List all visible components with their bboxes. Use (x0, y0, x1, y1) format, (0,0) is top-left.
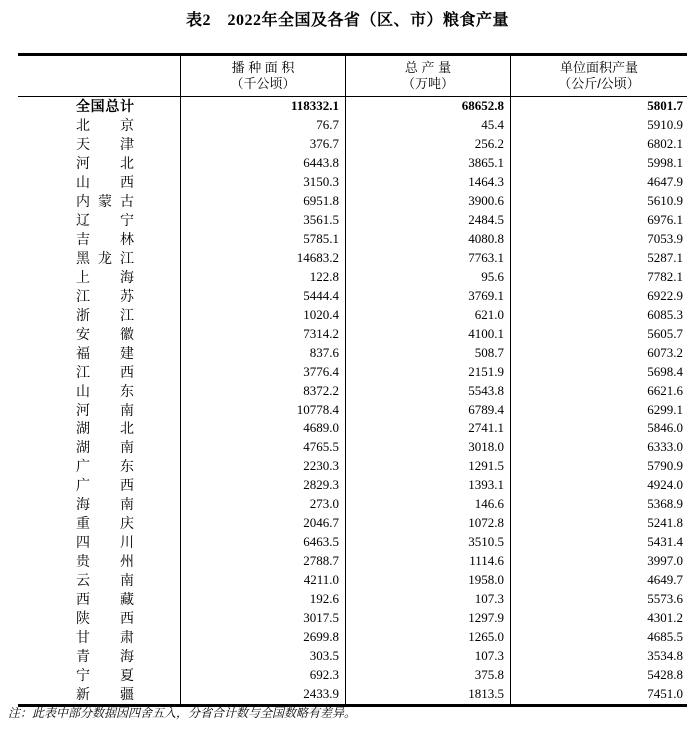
sown-area-value: 303.5 (180, 647, 345, 666)
sown-area-value: 14683.2 (180, 249, 345, 268)
table-row (18, 495, 687, 514)
total-output-column-header (345, 56, 510, 96)
total-output-value: 1464.3 (345, 173, 510, 192)
region-name-cell (18, 325, 180, 344)
total-output-value: 1393.1 (345, 476, 510, 495)
unit-yield-value: 5605.7 (510, 325, 687, 344)
region-name: 湖北 (76, 420, 134, 437)
total-output-value: 1072.8 (345, 514, 510, 533)
total-output-value: 375.8 (345, 666, 510, 685)
table-row (18, 268, 687, 287)
unit-yield-value: 5910.9 (510, 116, 687, 135)
region-name-cell (18, 419, 180, 438)
region-name: 湖南 (76, 439, 134, 456)
unit-yield-column-header (510, 56, 687, 96)
total-output-value: 256.2 (345, 135, 510, 154)
total-output-value: 4100.1 (345, 325, 510, 344)
total-output-value: 68652.8 (345, 97, 510, 116)
total-output-value: 95.6 (345, 268, 510, 287)
region-name-cell (18, 363, 180, 382)
table-row (18, 419, 687, 438)
region-name: 云南 (76, 572, 134, 589)
region-name: 河南 (76, 401, 134, 418)
unit-yield-value: 4301.2 (510, 609, 687, 628)
sown-area-value: 3017.5 (180, 609, 345, 628)
total-output-value: 107.3 (345, 647, 510, 666)
table-row (18, 685, 687, 704)
region-name-cell (18, 211, 180, 230)
region-name-cell (18, 192, 180, 211)
unit-yield-value: 7053.9 (510, 230, 687, 249)
table-row (18, 173, 687, 192)
region-name: 陕西 (76, 610, 134, 627)
sown-area-value: 3776.4 (180, 363, 345, 382)
total-output-value: 621.0 (345, 306, 510, 325)
region-name-cell (18, 609, 180, 628)
sown-area-value: 5444.4 (180, 287, 345, 306)
region-name: 江西 (76, 363, 134, 380)
table-row (18, 552, 687, 571)
total-output-value: 7763.1 (345, 249, 510, 268)
region-name: 天津 (76, 135, 134, 152)
table-row (18, 306, 687, 325)
region-name-cell (18, 457, 180, 476)
total-output-value: 3900.6 (345, 192, 510, 211)
total-output-value: 4080.8 (345, 230, 510, 249)
sown-area-column-header (180, 56, 345, 96)
table-row (18, 628, 687, 647)
unit-yield-header-unit: （公斤/公顷） (558, 76, 640, 91)
region-name-cell (18, 306, 180, 325)
total-output-value: 3510.5 (345, 533, 510, 552)
region-name: 新疆 (76, 686, 134, 703)
region-name: 浙江 (76, 306, 134, 323)
sown-area-value: 4211.0 (180, 571, 345, 590)
region-name: 辽宁 (76, 211, 134, 228)
region-name-cell (18, 97, 180, 116)
table-title: 表2 2022年全国及各省（区、市）粮食产量 (185, 12, 509, 29)
region-name: 北京 (76, 116, 134, 133)
sown-area-value: 5785.1 (180, 230, 345, 249)
unit-yield-value: 7782.1 (510, 268, 687, 287)
total-output-value: 508.7 (345, 344, 510, 363)
sown-area-value: 2699.8 (180, 628, 345, 647)
table-row (18, 438, 687, 457)
total-output-value: 45.4 (345, 116, 510, 135)
region-name: 福建 (76, 344, 134, 361)
region-name: 黑龙江 (76, 249, 134, 266)
unit-yield-value: 5790.9 (510, 457, 687, 476)
unit-yield-value: 5287.1 (510, 249, 687, 268)
sown-area-value: 6951.8 (180, 192, 345, 211)
sown-area-value: 7314.2 (180, 325, 345, 344)
table-row (18, 590, 687, 609)
region-name-cell (18, 401, 180, 420)
sown-area-value: 192.6 (180, 590, 345, 609)
table-row (18, 382, 687, 401)
region-name-cell (18, 135, 180, 154)
unit-yield-value: 5698.4 (510, 363, 687, 382)
region-name-cell (18, 154, 180, 173)
unit-yield-value: 6333.0 (510, 438, 687, 457)
sown-area-value: 1020.4 (180, 306, 345, 325)
sown-area-value: 3561.5 (180, 211, 345, 230)
region-name: 全国总计 (76, 98, 134, 114)
total-output-value: 6789.4 (345, 401, 510, 420)
footnote: 注：此表中部分数据因四舍五入，分省合计数与全国数略有差异。 (8, 706, 357, 720)
region-name-cell (18, 685, 180, 704)
table-row (18, 135, 687, 154)
table-row (18, 476, 687, 495)
unit-yield-value: 5998.1 (510, 154, 687, 173)
total-output-value: 107.3 (345, 590, 510, 609)
region-name-cell (18, 552, 180, 571)
region-name-cell (18, 287, 180, 306)
region-name-cell (18, 249, 180, 268)
total-output-value: 1114.6 (345, 552, 510, 571)
region-name: 山西 (76, 173, 134, 190)
region-name: 宁夏 (76, 667, 134, 684)
total-output-value: 1291.5 (345, 457, 510, 476)
sown-area-value: 76.7 (180, 116, 345, 135)
table-row (18, 457, 687, 476)
region-name: 甘肃 (76, 629, 134, 646)
table-row (18, 211, 687, 230)
total-output-value: 1813.5 (345, 685, 510, 704)
region-name: 重庆 (76, 515, 134, 532)
sown-area-value: 2829.3 (180, 476, 345, 495)
region-name-cell (18, 666, 180, 685)
table-row (18, 609, 687, 628)
region-name-cell (18, 647, 180, 666)
unit-yield-value: 5801.7 (510, 97, 687, 116)
unit-yield-value: 5573.6 (510, 590, 687, 609)
region-name: 四川 (76, 534, 134, 551)
total-output-value: 2484.5 (345, 211, 510, 230)
table-row (18, 116, 687, 135)
region-name-cell (18, 230, 180, 249)
unit-yield-value: 3534.8 (510, 647, 687, 666)
total-output-value: 3769.1 (345, 287, 510, 306)
total-output-value: 2741.1 (345, 419, 510, 438)
region-name-cell (18, 116, 180, 135)
sown-area-value: 10778.4 (180, 401, 345, 420)
region-column-header (18, 56, 180, 96)
region-name-cell (18, 344, 180, 363)
table-body (18, 97, 687, 704)
total-output-value: 5543.8 (345, 382, 510, 401)
unit-yield-value: 7451.0 (510, 685, 687, 704)
unit-yield-value: 6073.2 (510, 344, 687, 363)
region-name-cell (18, 571, 180, 590)
unit-yield-value: 5846.0 (510, 419, 687, 438)
sown-area-header-unit: （千公顷） (230, 76, 296, 91)
sown-area-value: 4689.0 (180, 419, 345, 438)
sown-area-value: 118332.1 (180, 97, 345, 116)
region-name: 河北 (76, 154, 134, 171)
region-name: 海南 (76, 496, 134, 513)
unit-yield-value: 6085.3 (510, 306, 687, 325)
unit-yield-value: 4647.9 (510, 173, 687, 192)
table-row (18, 230, 687, 249)
total-output-value: 1958.0 (345, 571, 510, 590)
region-name: 西藏 (76, 591, 134, 608)
sown-area-value: 273.0 (180, 495, 345, 514)
table-row (18, 514, 687, 533)
unit-yield-value: 5431.4 (510, 533, 687, 552)
table-row (18, 533, 687, 552)
region-name-cell (18, 628, 180, 647)
region-name: 安徽 (76, 325, 134, 342)
region-name: 吉林 (76, 230, 134, 247)
unit-yield-value: 4649.7 (510, 571, 687, 590)
region-name-cell (18, 514, 180, 533)
table-row (18, 363, 687, 382)
region-name: 青海 (76, 648, 134, 665)
unit-yield-value: 4924.0 (510, 476, 687, 495)
region-name-cell (18, 173, 180, 192)
region-name: 广东 (76, 458, 134, 475)
sown-area-value: 6463.5 (180, 533, 345, 552)
region-name: 广西 (76, 477, 134, 494)
sown-area-value: 3150.3 (180, 173, 345, 192)
total-output-value: 3018.0 (345, 438, 510, 457)
table-row (18, 249, 687, 268)
unit-yield-header-line1: 单位面积产量 (559, 60, 638, 75)
region-name-cell (18, 438, 180, 457)
region-name-cell (18, 533, 180, 552)
unit-yield-value: 5368.9 (510, 495, 687, 514)
unit-yield-value: 4685.5 (510, 628, 687, 647)
table-row (18, 571, 687, 590)
table-row (18, 325, 687, 344)
unit-yield-value: 6802.1 (510, 135, 687, 154)
region-name-cell (18, 268, 180, 287)
total-output-value: 2151.9 (345, 363, 510, 382)
unit-yield-value: 6976.1 (510, 211, 687, 230)
total-output-value: 3865.1 (345, 154, 510, 173)
sown-area-value: 2230.3 (180, 457, 345, 476)
table-row (18, 647, 687, 666)
unit-yield-value: 6922.9 (510, 287, 687, 306)
unit-yield-value: 5428.8 (510, 666, 687, 685)
grain-production-table (18, 53, 687, 707)
total-output-value: 1297.9 (345, 609, 510, 628)
region-name: 贵州 (76, 553, 134, 570)
sown-area-value: 4765.5 (180, 438, 345, 457)
sown-area-value: 376.7 (180, 135, 345, 154)
unit-yield-value: 3997.0 (510, 552, 687, 571)
table-row (18, 401, 687, 420)
unit-yield-value: 5241.8 (510, 514, 687, 533)
table-row (18, 154, 687, 173)
unit-yield-value: 6299.1 (510, 401, 687, 420)
table-row (18, 666, 687, 685)
sown-area-value: 2046.7 (180, 514, 345, 533)
region-name-cell (18, 476, 180, 495)
sown-area-value: 8372.2 (180, 382, 345, 401)
total-output-header-line1: 总 产 量 (404, 60, 452, 75)
table-row-national-total (18, 97, 687, 116)
region-name: 山东 (76, 382, 134, 399)
sown-area-value: 692.3 (180, 666, 345, 685)
region-name-cell (18, 382, 180, 401)
region-name-cell (18, 495, 180, 514)
unit-yield-value: 6621.6 (510, 382, 687, 401)
region-name: 上海 (76, 268, 134, 285)
table-row (18, 192, 687, 211)
table-header-row (18, 56, 687, 97)
sown-area-value: 2433.9 (180, 685, 345, 704)
table-row (18, 344, 687, 363)
unit-yield-value: 5610.9 (510, 192, 687, 211)
sown-area-value: 122.8 (180, 268, 345, 287)
total-output-value: 146.6 (345, 495, 510, 514)
total-output-header-unit: （万吨） (401, 76, 454, 91)
total-output-value: 1265.0 (345, 628, 510, 647)
sown-area-value: 837.6 (180, 344, 345, 363)
table-row (18, 287, 687, 306)
region-name-cell (18, 590, 180, 609)
region-name: 内蒙古 (76, 192, 134, 209)
region-name: 江苏 (76, 287, 134, 304)
sown-area-header-line1: 播 种 面 积 (231, 60, 295, 75)
sown-area-value: 2788.7 (180, 552, 345, 571)
sown-area-value: 6443.8 (180, 154, 345, 173)
